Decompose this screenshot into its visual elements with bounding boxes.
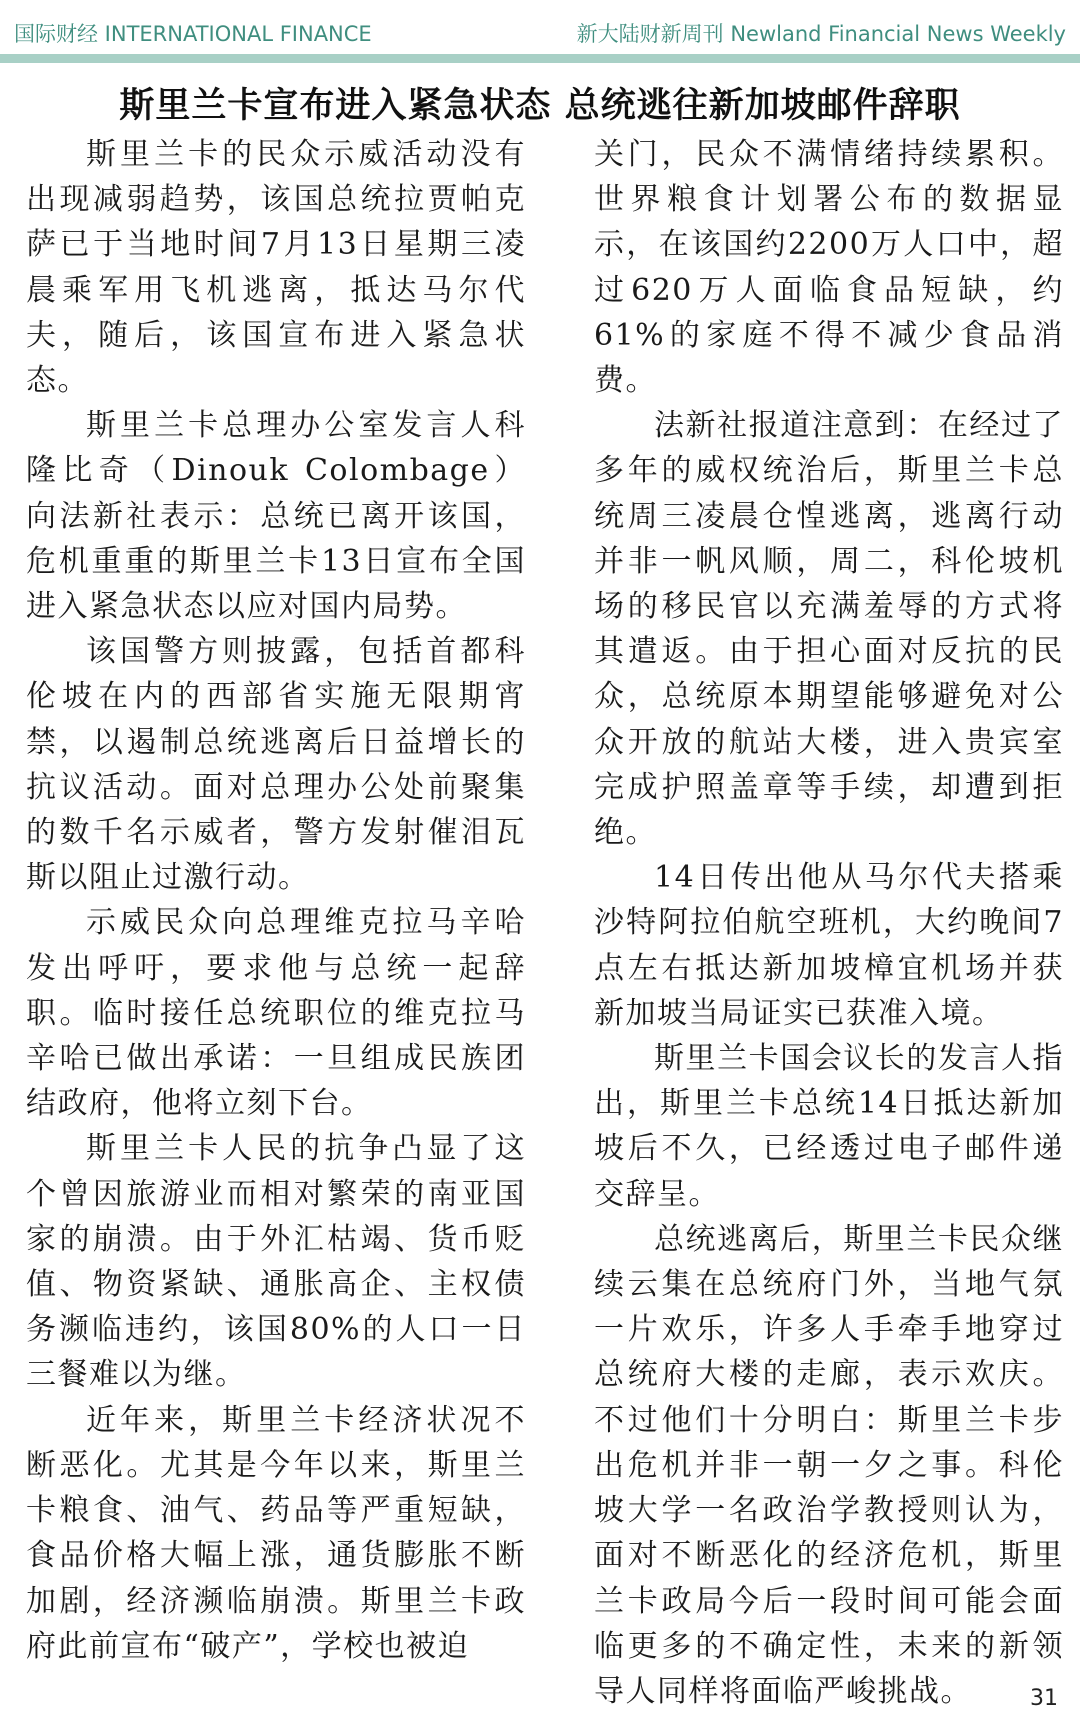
- paragraph: 近年来，斯里兰卡经济状况不断恶化。尤其是今年以来，斯里兰卡粮食、油气、药品等严重短缺，食品价格大幅上涨，通货膨胀不断加剧，经济濒临崩溃。斯里兰卡政府此前宣布“破产”，学校也被迫: [26, 1402, 526, 1664]
- paragraph: 法新社报道注意到：在经过了多年的威权统治后，斯里兰卡总统周三凌晨仓惶逃离，逃离行动并非一帆风顺，周二，科伦坡机场的移民官以充满羞辱的方式将其遣返。由于担心面对反抗的民众，总统原本期望能够避免对公众开放的航站大楼，进入贵宾室完成护照盖章等手续，却遭到拒绝。: [594, 408, 1064, 851]
- header-divider: [0, 54, 1080, 63]
- section-label: 国际财经 INTERNATIONAL FINANCE: [14, 22, 372, 46]
- article-title: 斯里兰卡宣布进入紧急状态 总统逃往新加坡邮件辞职: [119, 85, 961, 126]
- paragraph: 14日传出他从马尔代夫搭乘沙特阿拉伯航空班机，大约晚间7点左右抵达新加坡樟宜机场并获新加坡当局证实已获准入境。: [594, 860, 1064, 1031]
- page-header: [0, 0, 1080, 56]
- paragraph-continuation: 关门，民众不满情绪持续累积。世界粮食计划署公布的数据显示，在该国约2200万人口中，超过620万人面临食品短缺，约61%的家庭不得不减少食品消费。: [594, 137, 1064, 399]
- paragraph: 斯里兰卡的民众示威活动没有出现减弱趋势，该国总统拉贾帕克萨已于当地时间7月13日星期三凌晨乘军用飞机逃离，抵达马尔代夫，随后，该国宣布进入紧急状态。: [26, 137, 526, 399]
- left-column: [26, 132, 526, 1669]
- page-number: 31: [1030, 1686, 1058, 1711]
- paragraph: 该国警方则披露，包括首都科伦坡在内的西部省实施无限期宵禁，以遏制总统逃离后日益增长的抗议活动。面对总理办公处前聚集的数千名示威者，警方发射催泪瓦斯以阻止过激行动。: [26, 634, 526, 896]
- right-column: [594, 132, 1064, 1714]
- paragraph: 总统逃离后，斯里兰卡民众继续云集在总统府门外，当地气氛一片欢乐，许多人手牵手地穿过总统府大楼的走廊，表示欢庆。不过他们十分明白：斯里兰卡步出危机并非一朝一夕之事。科伦坡大学一名政治学教授则认为，面对不断恶化的经济危机，斯里兰卡政局今后一段时间可能会面临更多的不确定性，未来的新领导人同样将面临严峻挑战。: [594, 1221, 1064, 1709]
- paragraph: 斯里兰卡人民的抗争凸显了这个曾因旅游业而相对繁荣的南亚国家的崩溃。由于外汇枯竭、货币贬值、物资紧缺、通胀高企、主权债务濒临违约，该国80%的人口一日三餐难以为继。: [26, 1131, 526, 1393]
- paragraph: 斯里兰卡总理办公室发言人科隆比奇（Dinouk Colombage）向法新社表示：总统已离开该国，危机重重的斯里兰卡13日宣布全国进入紧急状态以应对国内局势。: [26, 408, 526, 625]
- paragraph: 斯里兰卡国会议长的发言人指出，斯里兰卡总统14日抵达新加坡后不久，已经透过电子邮件递交辞呈。: [594, 1041, 1064, 1212]
- paragraph: 示威民众向总理维克拉马辛哈发出呼吁，要求他与总统一起辞职。临时接任总统职位的维克拉马辛哈已做出承诺：一旦组成民族团结政府，他将立刻下台。: [26, 905, 526, 1122]
- publication-name: 新大陆财新周刊 Newland Financial News Weekly: [576, 22, 1066, 46]
